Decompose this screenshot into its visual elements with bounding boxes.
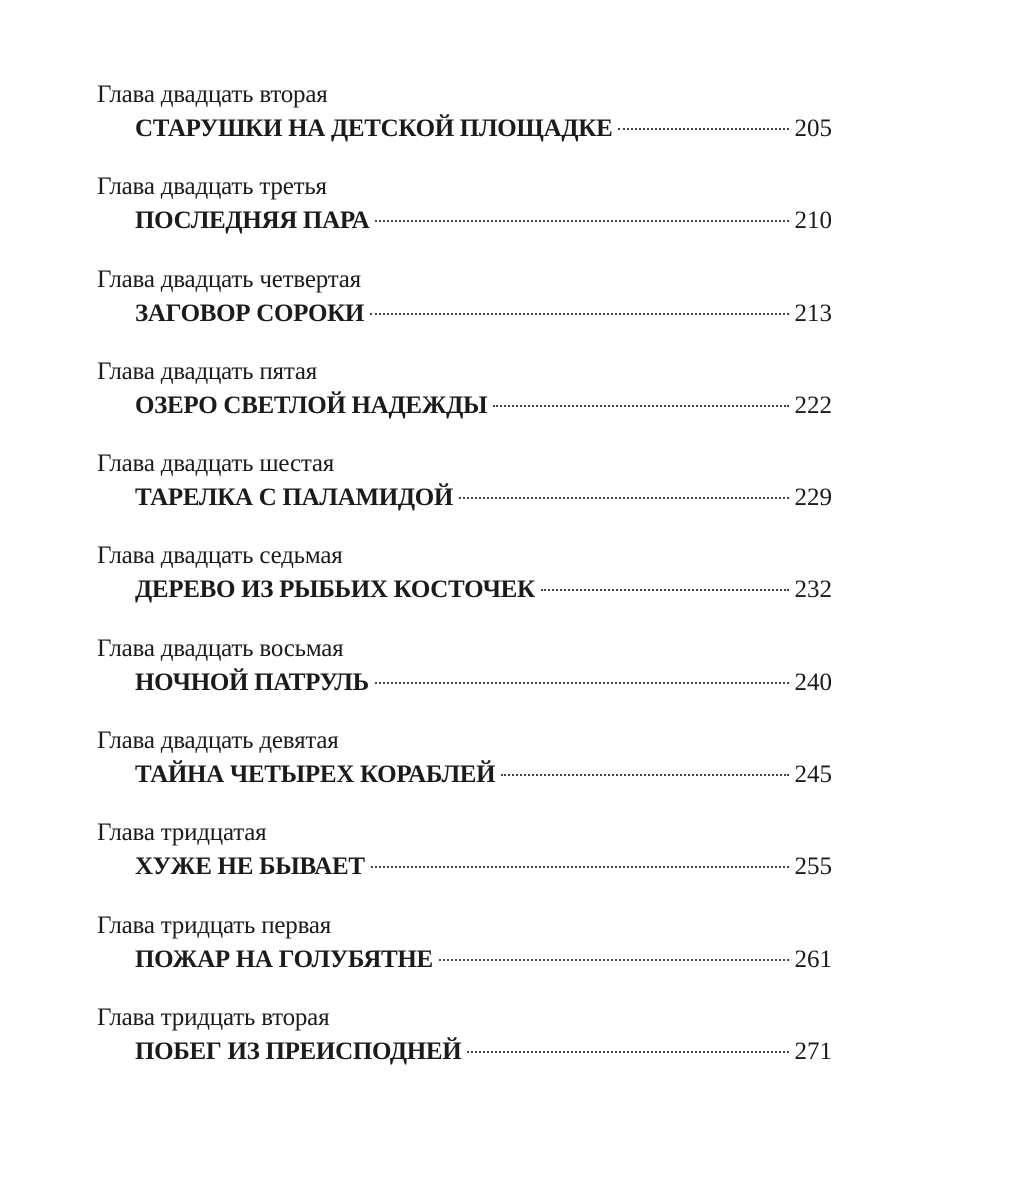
chapter-title: СТАРУШКИ НА ДЕТСКОЙ ПЛОЩАДКЕ [135, 115, 613, 142]
toc-line[interactable] [135, 574, 832, 606]
dot-leader [375, 682, 789, 684]
toc-line[interactable] [135, 851, 832, 883]
toc-line[interactable] [135, 205, 832, 237]
dot-leader [370, 313, 788, 315]
page-number: 245 [794, 761, 832, 789]
chapter-title: ОЗЕРО СВЕТЛОЙ НАДЕЖДЫ [135, 391, 488, 419]
chapter-label: Глава двадцать седьмая [97, 542, 343, 570]
toc-entry [97, 726, 832, 818]
toc-entry [97, 172, 832, 264]
dot-leader [541, 589, 789, 591]
dot-leader [467, 1051, 788, 1053]
toc-entry [97, 1003, 832, 1095]
toc-entry [97, 449, 832, 541]
page-number: 240 [794, 668, 832, 696]
toc-line[interactable] [135, 482, 832, 514]
toc-entry [97, 911, 832, 1003]
dot-leader [439, 959, 789, 961]
dot-leader [493, 405, 788, 407]
chapter-label: Глава тридцать вторая [97, 1003, 330, 1031]
toc-entry [97, 265, 832, 357]
dot-leader [375, 220, 788, 222]
toc-entry [97, 541, 832, 633]
chapter-title: ПОСЛЕДНЯЯ ПАРА [135, 207, 370, 235]
chapter-title: ПОБЕГ ИЗ ПРЕИСПОДНЕЙ [135, 1037, 462, 1065]
page-number: 255 [794, 853, 832, 881]
chapter-title: ДЕРЕВО ИЗ РЫБЬИХ КОСТОЧЕК [135, 576, 535, 604]
toc-line[interactable] [135, 298, 832, 330]
page-number: 229 [794, 484, 832, 512]
toc-line[interactable] [135, 944, 832, 976]
page-number: 261 [794, 945, 832, 973]
table-of-contents [97, 80, 832, 1095]
chapter-label: Глава двадцать шестая [97, 450, 335, 478]
page-number: 232 [794, 576, 832, 604]
toc-line[interactable] [135, 113, 832, 145]
toc-line[interactable] [135, 759, 832, 791]
chapter-label: Глава двадцать пятая [97, 357, 318, 385]
chapter-label: Глава тридцать первая [97, 911, 332, 939]
toc-entry [97, 80, 832, 172]
dot-leader [459, 497, 788, 499]
toc-line[interactable] [135, 1036, 832, 1068]
dot-leader [501, 774, 788, 776]
chapter-label: Глава двадцать третья [97, 173, 327, 201]
chapter-title: ТАЙНА ЧЕТЫРЕХ КОРАБЛЕЙ [135, 761, 496, 789]
toc-entry [97, 357, 832, 449]
dot-leader [618, 128, 788, 130]
chapter-label: Глава двадцать девятая [97, 727, 339, 755]
page-number: 210 [794, 207, 832, 235]
page-number: 205 [794, 115, 832, 142]
chapter-title: ПОЖАР НА ГОЛУБЯТНЕ [135, 945, 433, 973]
chapter-label: Глава двадцать вторая [97, 81, 328, 108]
chapter-label: Глава тридцатая [97, 819, 267, 847]
chapter-title: НОЧНОЙ ПАТРУЛЬ [135, 668, 369, 696]
chapter-label: Глава двадцать восьмая [97, 634, 344, 662]
chapter-title: ХУЖЕ НЕ БЫВАЕТ [135, 853, 365, 881]
dot-leader [371, 866, 789, 868]
toc-line[interactable] [135, 390, 832, 422]
chapter-label: Глава двадцать четвертая [97, 265, 361, 293]
page-number: 222 [794, 391, 832, 419]
page-number: 271 [794, 1037, 832, 1065]
toc-entry [97, 818, 832, 910]
chapter-title: ЗАГОВОР СОРОКИ [135, 299, 365, 327]
toc-line[interactable] [135, 667, 832, 699]
toc-entry [97, 634, 832, 726]
page-number: 213 [794, 299, 832, 327]
chapter-title: ТАРЕЛКА С ПАЛАМИДОЙ [135, 484, 454, 512]
